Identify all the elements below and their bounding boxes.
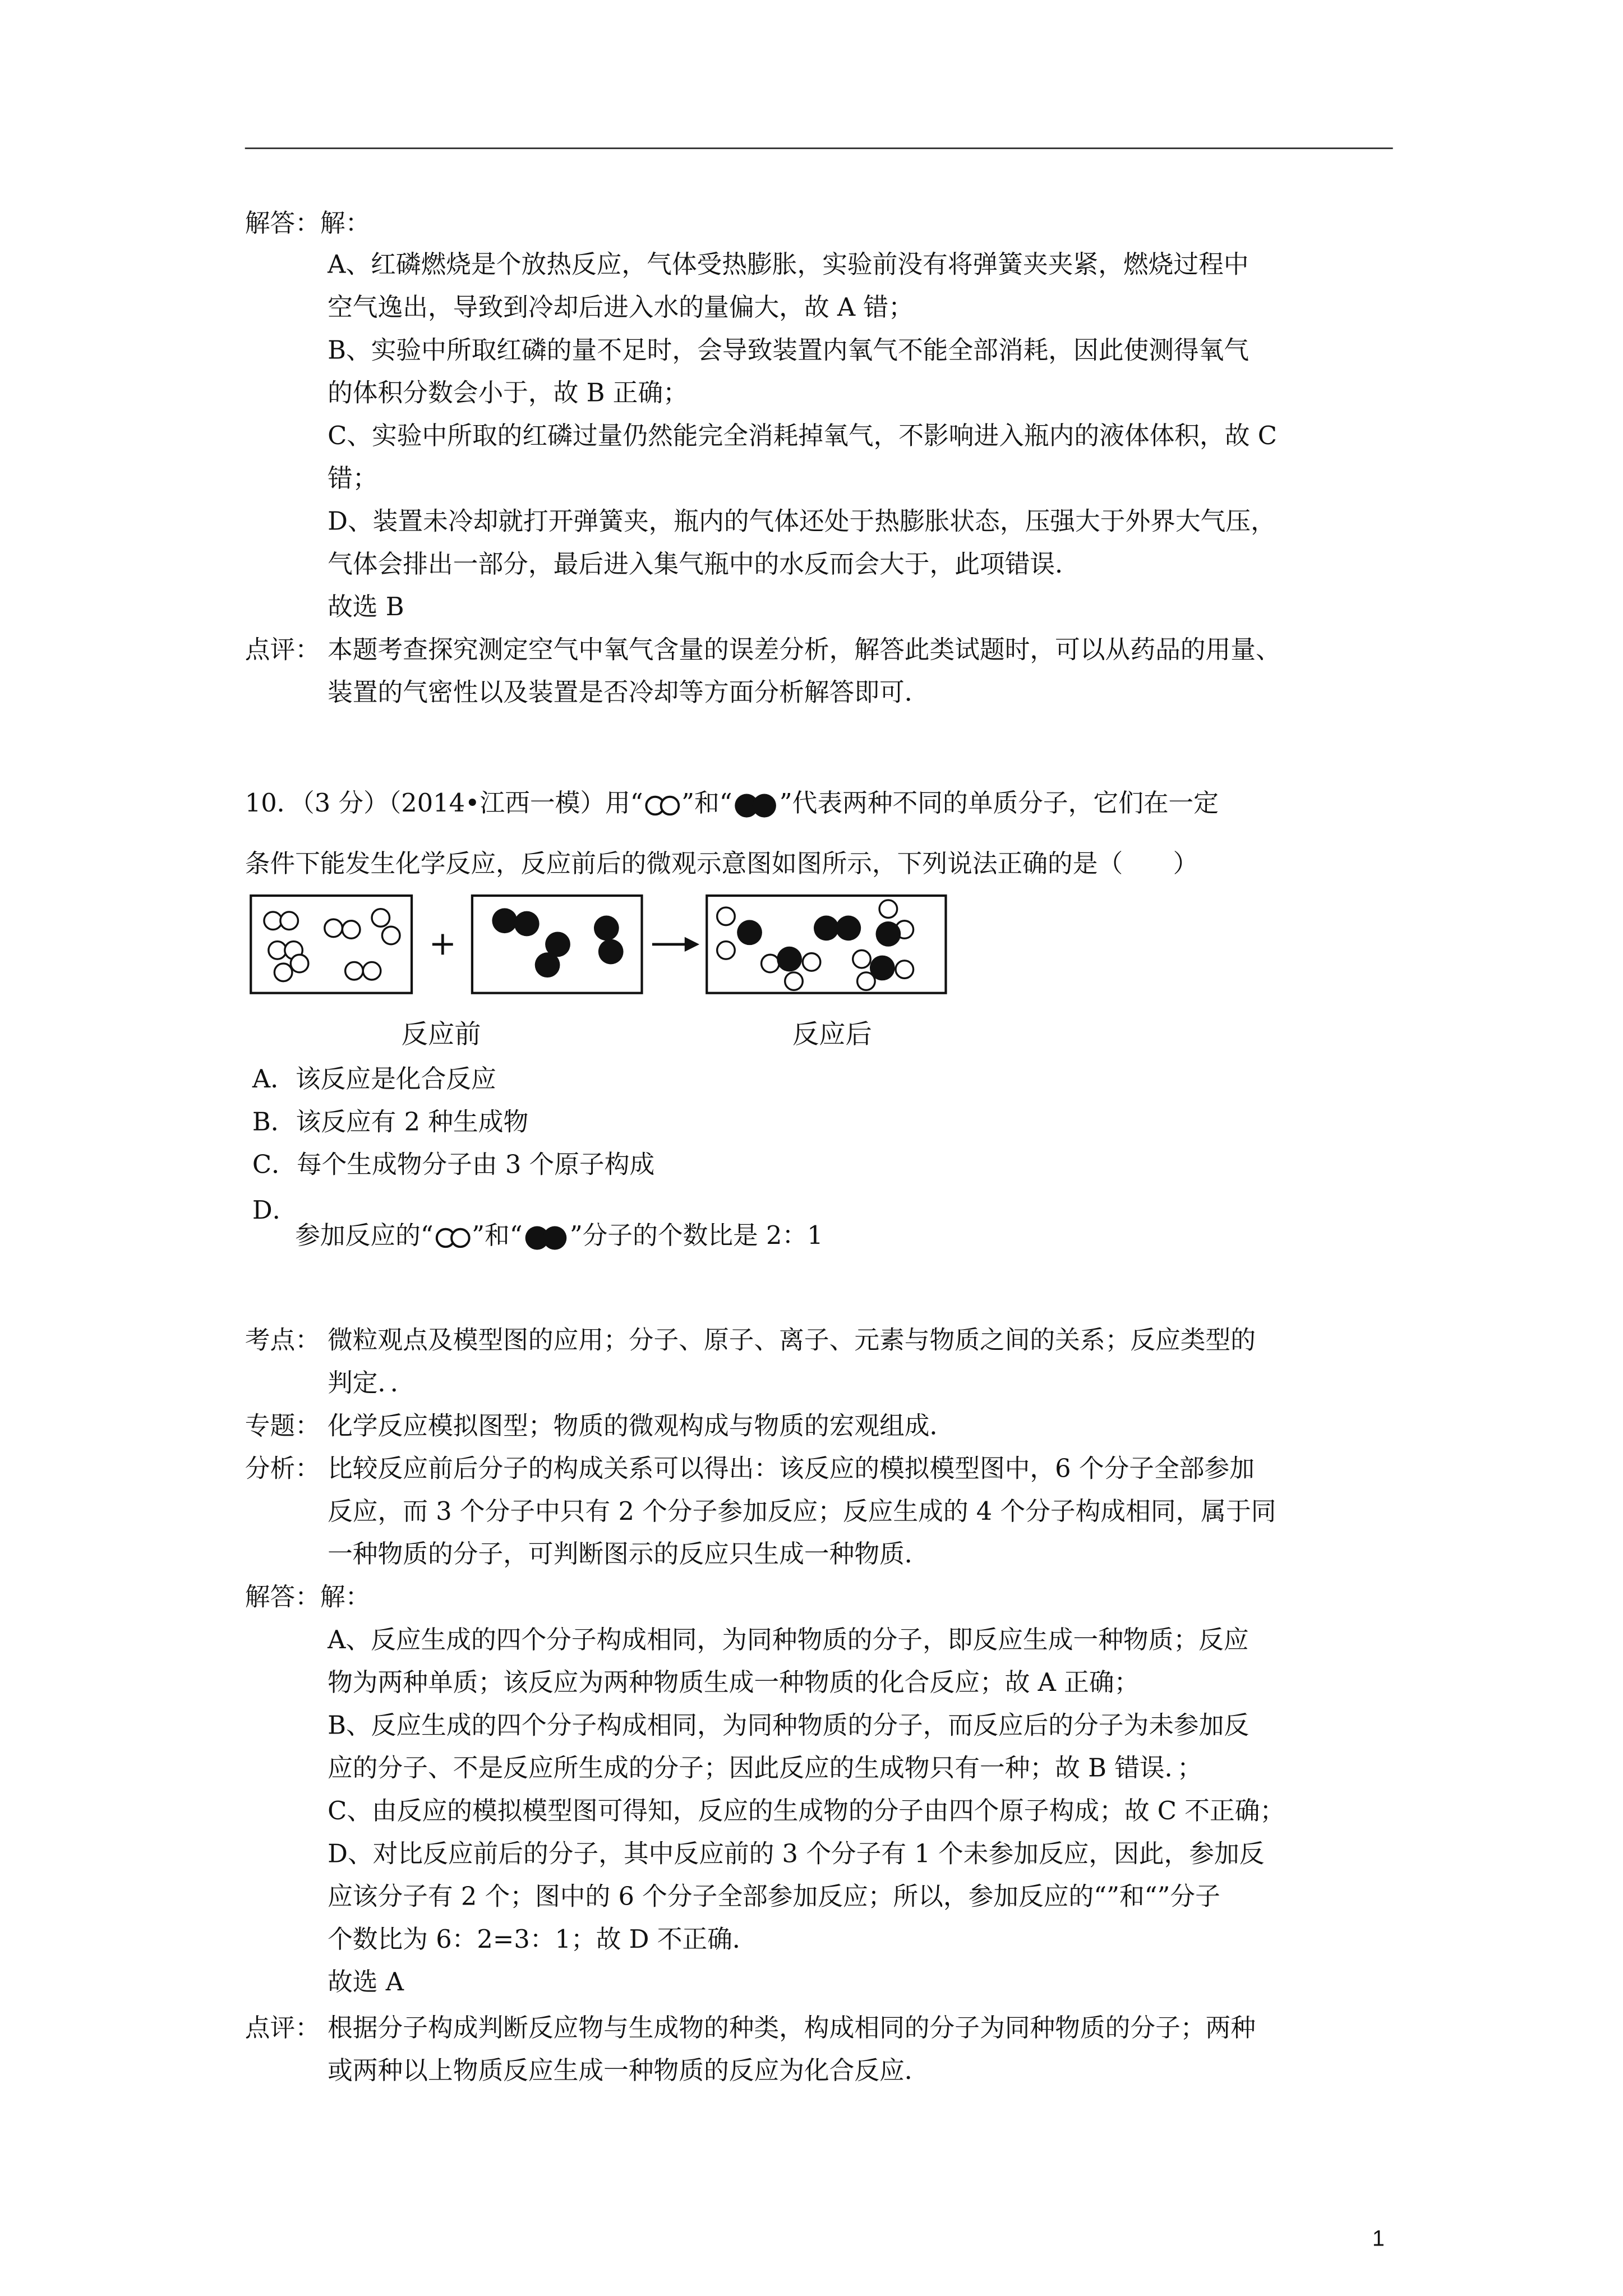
q10-answer-line: B、反应生成的四个分子构成相同，为同种物质的分子，而反应后的分子为未参加反 [328, 1711, 1249, 1741]
fenxi-line: 比较反应前后分子的构成关系可以得出：该反应的模拟模型图中，6 个分子全部参加 [328, 1455, 1255, 1484]
q9-answer-line: 的体积分数会小于，故 B 正确； [328, 379, 688, 409]
q10-stem: 10．（3 分）（2014•江西一模）用“ ”和“ ”代表两种不同的单质分子，它们在一定 [245, 789, 1219, 819]
zhuanti-label: 专题： [245, 1412, 320, 1442]
q9-answer-line: D、装置未冷却就打开弹簧夹，瓶内的气体还处于热膨胀状态，压强大于外界大气压， [328, 508, 1276, 537]
white-molecule-icon [643, 793, 681, 817]
zhuanti-line: 化学反应模拟图型；物质的微观构成与物质的宏观组成． [328, 1412, 955, 1442]
q9-comment-line: 装置的气密性以及装置是否冷却等方面分析解答即可． [328, 679, 930, 708]
reactant-black-molecules [492, 908, 623, 978]
fenxi-line: 一种物质的分子，可判断图示的反应只生成一种物质． [328, 1540, 930, 1570]
q10-option-d-letter: D． [252, 1196, 298, 1227]
fenxi-line: 反应，而 3 个分子中只有 2 个分子参加反应；反应生成的 4 个分子构成相同，属于同 [328, 1497, 1276, 1528]
product-molecules [717, 900, 914, 990]
q10-stem-line2: 条件下能发生化学反应，反应前后的微观示意图如图所示，下列说法正确的是（ ） [245, 850, 1198, 880]
q10-answer-line: 应该分子有 2 个；图中的 6 个分子全部参加反应；所以，参加反应的“”和“”分子 [328, 1883, 1220, 1912]
q9-comment-line: 本题考查探究测定空气中氧气含量的误差分析，解答此类试题时，可以从药品的用量、 [328, 635, 1281, 666]
q10-answer-line: 应的分子、不是反应所生成的分子；因此反应的生成物只有一种；故 B 错误．； [328, 1754, 1202, 1784]
q9-answer-line: 故选 B [328, 593, 404, 623]
q9-answer-line: C、实验中所取的红磷过量仍然能完全消耗掉氧气，不影响进入瓶内的液体体积，故 C [328, 422, 1277, 452]
reaction-diagram [245, 889, 968, 1063]
q10-option-a: A．该反应是化合反应 [252, 1065, 496, 1095]
q9-answer-label: 解答：解： [245, 209, 371, 239]
black-molecule-icon [523, 1223, 570, 1252]
fenxi-label: 分析： [245, 1455, 320, 1484]
q10-answer-line: C、由反应的模拟模型图可得知，反应的生成物的分子由四个原子构成；故 C 不正确； [328, 1797, 1285, 1827]
q9-answer-line: 错； [328, 464, 378, 495]
q9-answer-line: A、红磷燃烧是个放热反应，气体受热膨胀，实验前没有将弹簧夹夹紧，燃烧过程中 [328, 251, 1249, 280]
q10-answer-line: 个数比为 6：2=3：1；故 D 不正确． [328, 1925, 758, 1956]
q9-answer-line: 气体会排出一部分，最后进入集气瓶中的水反而会大于，此项错误． [328, 550, 1080, 580]
page-number: 1 [1372, 2226, 1385, 2252]
white-molecule-icon [434, 1225, 472, 1249]
q9-answer-line: B、实验中所取红磷的量不足时，会导致装置内氧气不能全部消耗，因此使测得氧气 [328, 336, 1249, 366]
kaodian-line: 微粒观点及模型图的应用；分子、原子、离子、元素与物质之间的关系；反应类型的 [328, 1326, 1256, 1356]
q10-option-d: 参加反应的“ ”和“ ”分子的个数比是 2：1 [295, 1221, 823, 1252]
kaodian-line: 判定．． [328, 1369, 416, 1399]
q10-answer-line: A、反应生成的四个分子构成相同，为同种物质的分子，即反应生成一种物质；反应 [328, 1626, 1249, 1656]
q10-answer-line: D、对比反应前后的分子，其中反应前的 3 个分子有 1 个未参加反应，因此，参加反 [328, 1839, 1265, 1870]
q9-answer-line: 空气逸出，导致到冷却后进入水的量偏大，故 A 错； [328, 293, 914, 324]
q10-comment-label: 点评： [245, 2014, 320, 2044]
q10-comment-line: 根据分子构成判断反应物与生成物的种类，构成相同的分子为同种物质的分子；两种 [328, 2014, 1256, 2044]
after-label: 反应后 [792, 1020, 872, 1050]
header-rule [245, 147, 1393, 149]
q10-option-b: B．该反应有 2 种生成物 [252, 1108, 529, 1138]
q10-comment-line: 或两种以上物质反应生成一种物质的反应为化合反应． [328, 2057, 930, 2087]
q9-comment-label: 点评： [245, 635, 320, 666]
q10-answer-label: 解答：解： [245, 1583, 371, 1613]
before-label: 反应前 [401, 1020, 481, 1050]
q10-answer-line: 故选 A [328, 1968, 404, 1998]
reactant-white-molecules [264, 909, 400, 981]
q10-answer-line: 物为两种单质；该反应为两种物质生成一种物质的化合反应；故 A 正确； [328, 1668, 1140, 1699]
kaodian-label: 考点： [245, 1326, 320, 1356]
q10-option-c: C．每个生成物分子由 3 个原子构成 [252, 1151, 655, 1181]
black-molecule-icon [732, 790, 780, 820]
